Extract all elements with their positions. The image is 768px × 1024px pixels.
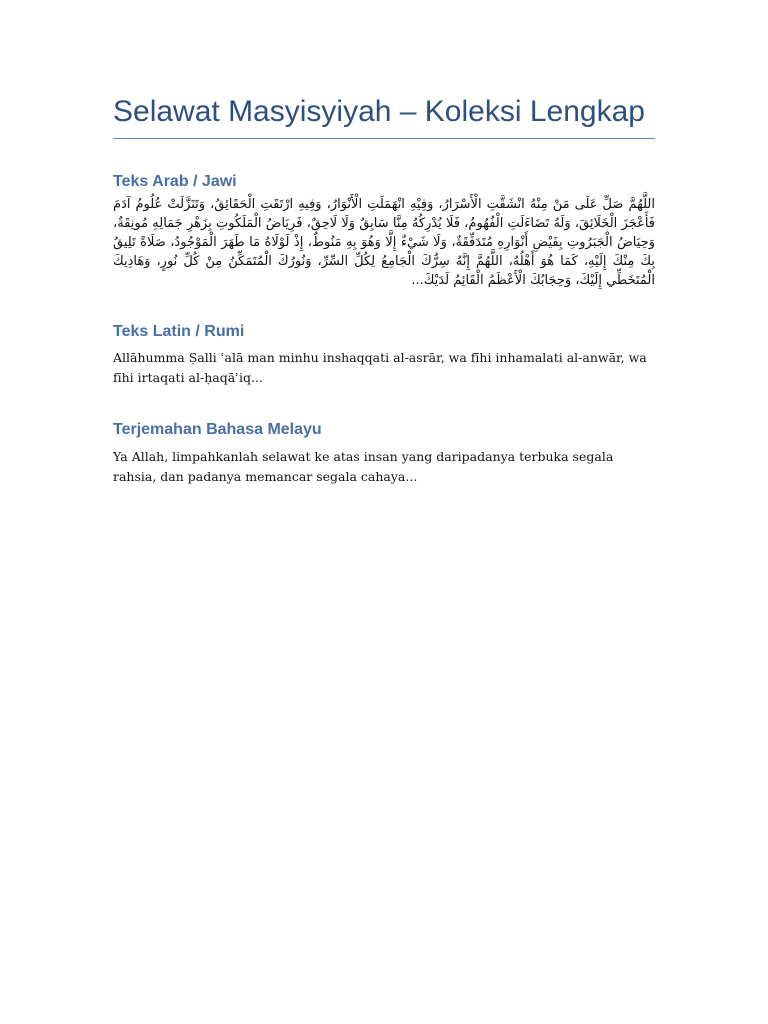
latin-text-body: Allāhumma Ṣalli ʿalā man minhu inshaqqati al-asrār, wa fīhi inhamalati al-anwār, wa fīhi irtaqati al-ḥaqāʾiq...: [113, 350, 647, 386]
document-title: Selawat Masyisyiyah – Koleksi Lengkap: [113, 94, 655, 139]
section-heading-arab: Teks Arab / Jawi: [113, 173, 237, 190]
section-heading-latin: Teks Latin / Rumi: [113, 323, 245, 341]
section-latin: [113, 322, 655, 388]
melayu-text-body: Ya Allah, limpahkanlah selawat ke atas insan yang daripadanya terbuka segala rahsia, dan padanya memancar segala cahaya...: [113, 448, 614, 484]
section-arab: [113, 172, 655, 290]
arabic-text-body: اللَّهُمَّ صَلِّ عَلَى مَنْ مِنْهُ انْشَقَّتِ الْأَسْرَارُ، وَفِيْهِ انْهَمَلَتِ الْأَنْوَارُ، وَفِيهِ ارْتَقَتِ الْحَقَائِقُ، وَتَنَزَّلَتْ عُلُومُ آدَمَ فَأَعْجَزَ الْخَلَائِقَ، وَلَهُ تَضَاءَلَتِ الْفُهُومُ، فَلَا يُدْرِكُهُ مِنَّا سَابِقٌ وَلَا لَاحِقٌ، فَرِيَاضُ الْمَلَكُوتِ بِزَهْرِ جَمَالِهِ مُونِقَةٌ، وَحِيَاضُ الْجَبَرُوتِ بِفَيْضِ أَنْوَارِهِ مُتَدَفِّقَةٌ، وَلَا شَيْءٌ إِلَّا وَهُوَ بِهِ مَنُوطٌ، إِذْ لَوْلَاهُ مَا طَهَرَ الْمَوْجُودُ، صَلَاةً تَلِيقُ بِكَ مِنْكَ إِلَيْهِ، كَمَا هُوَ أَهْلُهُ، اللَّهُمَّ إِنَّهُ سِرُّكَ الْجَامِعُ لِكُلِّ السِّرِّ، وَنُورُكَ الْمُتَمَكِّنُ مِنْ كُلِّ نُورٍ، وَهَادِيكَ الْمُتَخَطِّي إِلَيْكَ، وَحِجَابُكَ الْأَعْظَمُ الْقَائِمُ لَدَيْكَ...: [113, 197, 655, 289]
section-heading-melayu: Terjemahan Bahasa Melayu: [113, 421, 322, 439]
section-melayu: [113, 420, 655, 486]
